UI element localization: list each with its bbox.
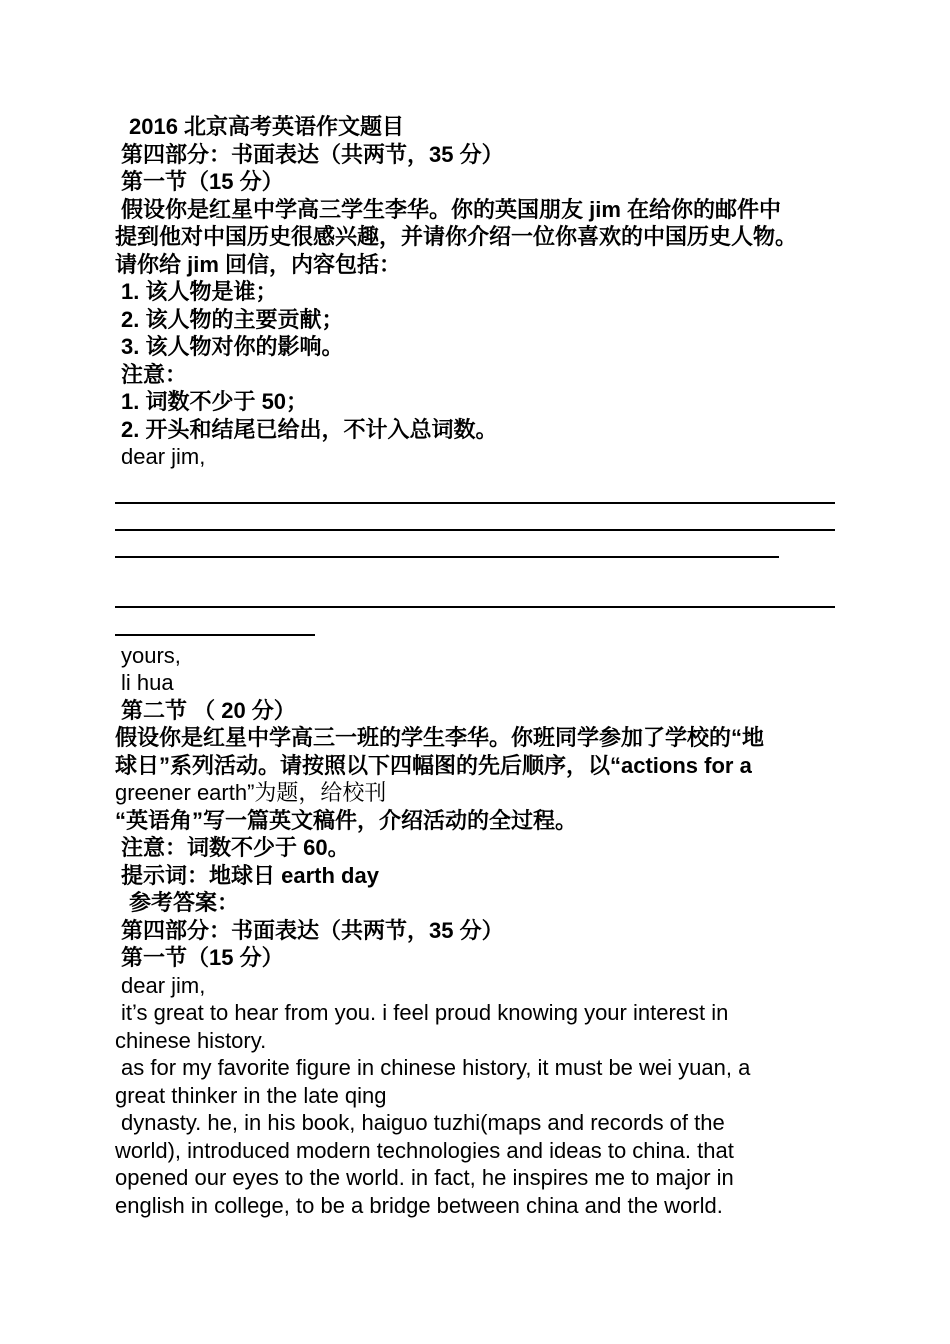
section2-prompt-line: 假设你是红星中学高三一班的学生李华。你班同学参加了学校的“地 [115,725,765,750]
blank-line [115,502,835,504]
answer-line: great thinker in the late qing [115,1082,387,1108]
closing: yours, [121,642,181,668]
notice-label: 注意： [121,361,188,387]
content-item: 1. 该人物是谁； [121,279,278,304]
writing-area [115,471,835,642]
section2-header: 第二节 （ 20 分） [121,697,296,723]
answer-line: chinese history. [115,1027,267,1053]
answer-line: world), introduced modern technologies and ideas to china. that [115,1137,734,1163]
section2-notice: 注意：词数不少于 60。 [121,835,350,860]
answer-line: as for my favorite figure in chinese history, it must be wei yuan, a [121,1055,751,1080]
answer-header: 参考答案： [129,890,240,915]
blank-line [115,556,779,558]
answer-salutation: dear jim, [121,972,206,998]
section2-prompt-line: 球日”系列活动。请按照以下四幅图的先后顺序，以“actions for a [115,752,752,778]
section1-header: 第一节（15 分） [121,169,284,194]
part4-header: 第四部分：书面表达（共两节，35 分） [121,141,504,167]
answer-line: it’s great to hear from you. i feel proud knowing your interest in [121,1000,729,1025]
section2-hint: 提示词：地球日 earth day [121,862,379,888]
answer-line: dynasty. he, in his book, haiguo tuzhi(maps and records of the [121,1110,725,1135]
blank-line [115,529,835,531]
signature: li hua [121,670,174,695]
content-item: 2. 该人物的主要贡献； [121,306,344,332]
document-body [115,113,835,1219]
notice-item: 1. 词数不少于 50； [121,389,309,414]
answer-line: english in college, to be a bridge between china and the world. [115,1192,723,1218]
content-item: 3. 该人物对你的影响。 [121,334,344,359]
notice-item: 2. 开头和结尾已给出，不计入总词数。 [121,416,498,442]
page-title: 2016 北京高考英语作文题目 [129,114,405,139]
blank-line [115,606,835,608]
section1-prompt-line: 假设你是红星中学高三学生李华。你的英国朋友 jim 在给你的邮件中 [121,196,782,222]
section2-prompt-line: greener earth”为题，给校刊 [115,780,387,805]
blank-line [115,634,315,636]
answer-line: opened our eyes to the world. in fact, he inspires me to major in [115,1165,734,1190]
section1-prompt-line: 提到他对中国历史很感兴趣，并请你介绍一位你喜欢的中国历史人物。 [115,224,798,249]
section1-prompt-line: 请你给 jim 回信，内容包括： [115,251,402,277]
answer-part4-header: 第四部分：书面表达（共两节，35 分） [121,917,504,943]
salutation: dear jim, [121,444,206,469]
section2-prompt-line: “英语角”写一篇英文稿件，介绍活动的全过程。 [115,807,578,833]
answer-section1-header: 第一节（15 分） [121,945,284,970]
